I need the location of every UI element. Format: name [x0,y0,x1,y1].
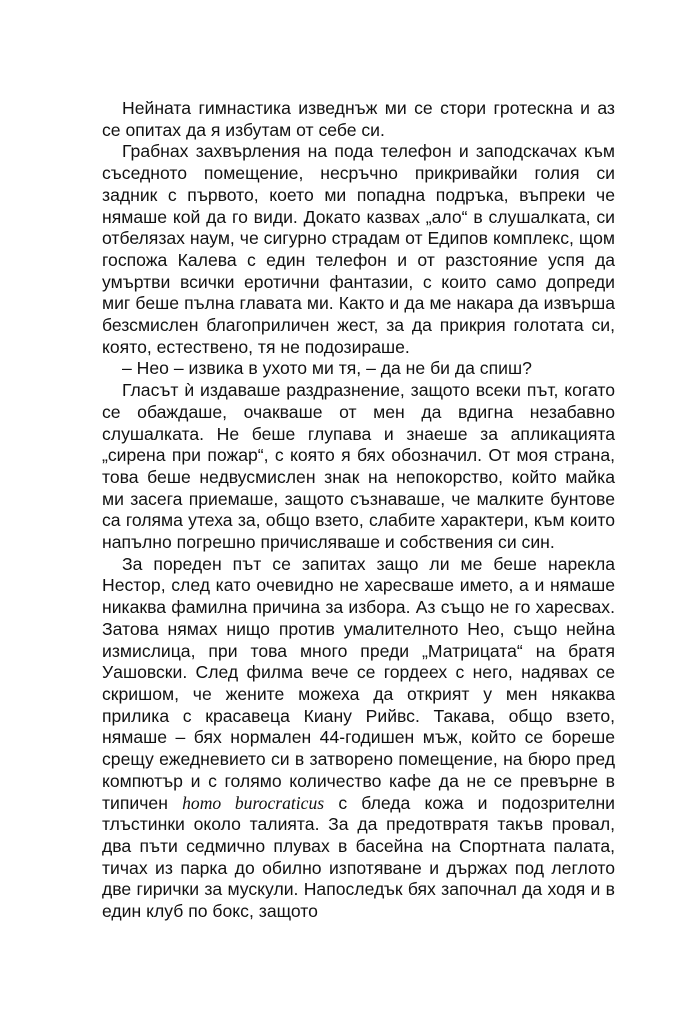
paragraph-5 [102,554,615,923]
latin-term: homo burocraticus [182,792,325,813]
paragraph-5-start: За пореден път се запитах защо ли ме беше нарекла Нестор, след като очевидно не харесваше името, а и нямаше никаква фамилна причина за избора. Аз също не го харесвах. Затова нямах нищо против умалителното Нео, също нейна измислица, при това много преди „Матрицата“ на братя Уашовски. След филма вече се гордеех с него, надявах се скришом, че жените можеха да открият у мен някаква прилика с красавеца Киану Рийвс. Такава, общо взето, нямаше – бях нормален 44-годишен мъж, който се бореше срещу ежедневието си в затворено помещение, на бюро пред компютър и с голямо количество кафе да не се превърне в типичен [102,553,615,813]
paragraph-5-end: с бледа кожа и подозрителни тлъстинки около талията. За да предотвратя такъв провал, два пъти седмично плувах в басейна на Спортната палата, тичах из парка до обилно изпотяване и държах под леглото две гирички за мускули. Напоследък бях започнал да ходя и в един клуб по бокс, защото [102,792,615,922]
paragraph-4: Гласът ѝ издаваше раздразнение, защото всеки път, когато се обаждаше, очакваше от мен да вдигна незабавно слушалката. Не беше глупава и знаеше за апликацията „сирена при пожар“, с която я бях обозначил. От моя страна, това беше недвусмислен знак на непокорство, който майка ми засега приемаше, защото съзнаваше, че малките бунтове са голяма утеха за, общо взето, слабите характери, към които напълно погрешно причисляваше и собствения си син. [102,380,615,553]
paragraph-3-dialogue: – Нео – извика в ухото ми тя, – да не би да спиш? [122,358,532,379]
paragraph-1: Нейната гимнастика изведнъж ми се стори гротескна и аз се опитах да я избутам от себе си. [102,98,615,140]
paragraph-2: Грабнах захвърления на пода телефон и заподскачах към съседното помещение, несръчно прикривайки голия си задник с първото, което ми попадна подръка, въпреки че нямаше кой да го види. Докато казвах „ало“ в слушалката, си отбелязах наум, че сигурно страдам от Едипов комплекс, щом госпожа Калева с един телефон и от разстояние успя да умъртви всички еротични фантазии, с които само допреди миг беше пълна главата ми. Както и да ме накара да извърша безсмислен благоприличен жест, за да прикрия голотата си, която, естествено, тя не подозираше. [102,141,615,357]
body-text [102,98,615,923]
